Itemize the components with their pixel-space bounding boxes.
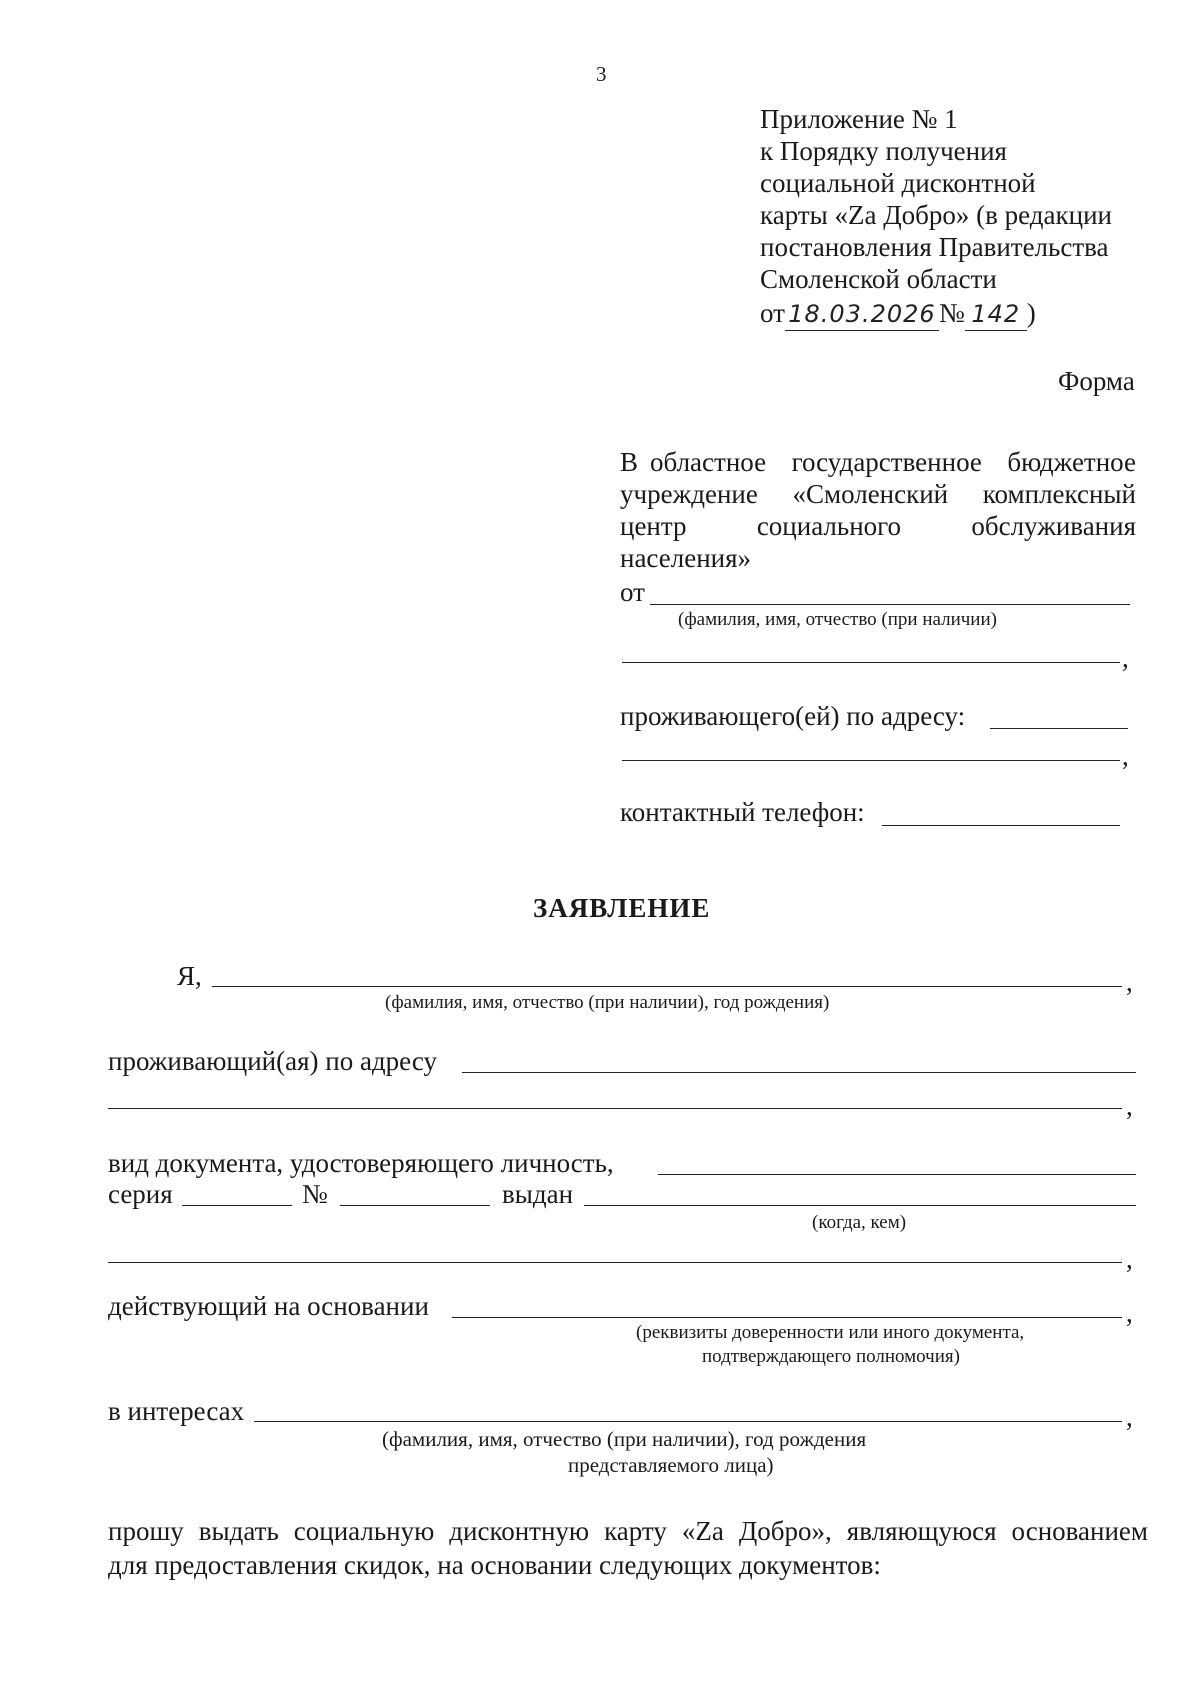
applicant-name-line[interactable] (212, 986, 1122, 987)
basis-caption: подтверждающего полномочия) (702, 1346, 960, 1367)
number-label: № (302, 1179, 328, 1209)
appendix-date-line (760, 297, 1036, 331)
basis-label: действующий на основании (108, 1291, 429, 1321)
date-prefix: от (760, 298, 785, 328)
interests-caption: представляемого лица) (568, 1453, 774, 1477)
request-line: прошу выдать социальную дисконтную карту «Za Добро», являющуюся основанием (108, 1516, 1148, 1546)
comma: , (1126, 1402, 1133, 1432)
basis-caption: (реквизиты доверенности или иного документа, (636, 1322, 1025, 1343)
comma: , (1126, 1244, 1133, 1274)
addressee-text: центр (620, 511, 687, 541)
address-line-2[interactable] (622, 760, 1120, 761)
from-label: от (620, 577, 645, 607)
interests-caption: (фамилия, имя, отчество (при наличии), год рождения (382, 1427, 867, 1451)
from-name-line[interactable] (650, 604, 1130, 605)
addressee-text: В (620, 447, 639, 477)
page-number: 3 (596, 62, 607, 86)
addressee-text: социального (756, 511, 902, 541)
appendix-line: Приложение № 1 (760, 104, 958, 134)
form-label: Форма (1058, 366, 1135, 396)
addressee-text: обслуживания (971, 511, 1136, 541)
series-label: серия (108, 1179, 173, 1209)
id-doc-line[interactable] (658, 1174, 1136, 1175)
issued-label: выдан (502, 1179, 574, 1209)
number-line[interactable] (340, 1205, 490, 1206)
comma: , (1122, 643, 1129, 673)
interests-line[interactable] (254, 1421, 1122, 1422)
addressee-line-1 (620, 446, 1136, 478)
basis-line[interactable] (452, 1317, 1122, 1318)
addressee-line-3 (620, 510, 1136, 542)
series-line[interactable] (182, 1205, 292, 1206)
body-residing-label: проживающий(ая) по адресу (108, 1046, 437, 1076)
address-line-1[interactable] (990, 728, 1128, 729)
comma: , (1122, 741, 1129, 771)
comma: , (1126, 1091, 1133, 1121)
page-title: ЗАЯВЛЕНИЕ (533, 893, 711, 923)
issued-line-2[interactable] (108, 1262, 1122, 1263)
appendix-line: Смоленской области (760, 264, 997, 294)
comma: , (1126, 1298, 1133, 1328)
issued-caption: (когда, кем) (812, 1212, 907, 1233)
interests-label: в интересах (108, 1396, 245, 1426)
from-caption: (фамилия, имя, отчество (при наличии) (678, 609, 997, 630)
addressee-text: областное государственное бюджетное (650, 447, 1136, 477)
phone-label: контактный телефон: (620, 797, 865, 827)
residing-label: проживающего(ей) по адресу: (620, 701, 966, 731)
appendix-line: карты «Za Добро» (в редакции (760, 200, 1112, 230)
phone-line[interactable] (882, 825, 1120, 826)
appendix-line: постановления Правительства (760, 232, 1109, 262)
addressee-line-2: учреждение «Смоленский комплексный (620, 479, 1136, 509)
from-name-line-2[interactable] (622, 662, 1120, 663)
body-address-line-2[interactable] (108, 1108, 1122, 1109)
applicant-caption: (фамилия, имя, отчество (при наличии), год рождения) (385, 992, 830, 1013)
appendix-line: социальной дисконтной (760, 168, 1036, 198)
body-address-line-1[interactable] (462, 1072, 1136, 1073)
closing-paren: ) (1026, 298, 1036, 328)
handwritten-date: 18.03.2026 (785, 298, 939, 331)
id-doc-label: вид документа, удостоверяющего личность, (108, 1148, 614, 1178)
handwritten-number: 142 (965, 298, 1027, 331)
addressee-line-4: населения» (620, 543, 752, 573)
number-sign: № (938, 298, 965, 328)
i-label: Я, (177, 961, 202, 991)
comma: , (1126, 967, 1133, 997)
issued-line[interactable] (584, 1205, 1136, 1206)
appendix-line: к Порядку получения (760, 136, 1007, 166)
request-line: для предоставления скидок, на основании следующих документов: (108, 1550, 881, 1580)
